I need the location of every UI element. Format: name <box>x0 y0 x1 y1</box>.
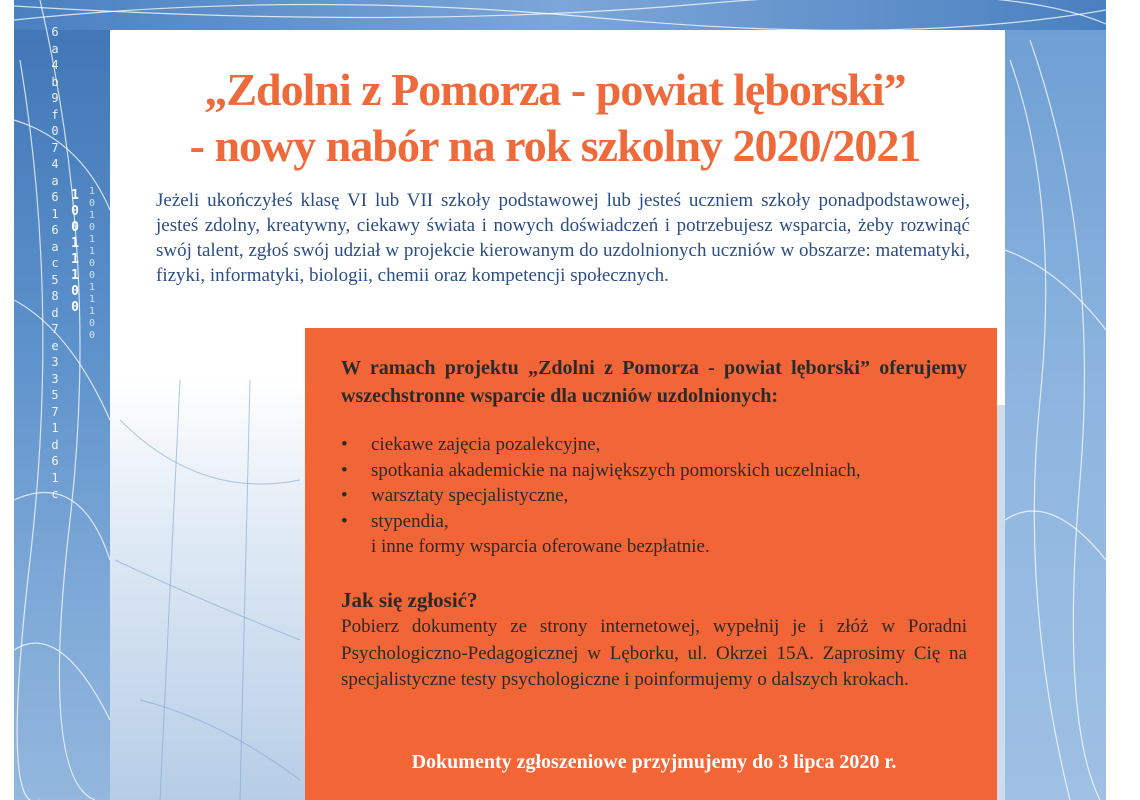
deadline-notice: Dokumenty zgłoszeniowe przyjmujemy do 3 lipca 2020 r. <box>411 751 897 773</box>
how-to-apply-heading: Jak się zgłosić? <box>341 588 478 612</box>
title-line-1: „Zdolni z Pomorza - powiat lęborski” <box>204 64 906 115</box>
background-digit-column: 6a4b9f074a616ac58d7e33571d61c <box>51 25 59 501</box>
title-line-2: - nowy nabór na rok szkolny 2020/2021 <box>189 120 921 171</box>
offer-list <box>341 432 981 534</box>
bullet-icon: • <box>341 459 348 481</box>
bullet-icon: • <box>341 434 348 455</box>
list-item: • spotkania akademickie na największych pomorskich uczelniach, <box>341 458 981 484</box>
intro-paragraph: Jeżeli ukończyłeś klasę VI lub VII szkoły podstawowej lub jesteś uczniem szkoły ponadpodstawowej, jesteś zdolny, kreatywny, ciekawy świata i nowych doświadczeń i potrzebujesz wsparcia, żeby rozwinąć swój talent, zgłoś swój udział w projekcie kierowanym do uzdolnionych uczniów w obszarze: matematyki, fizyki, informatyki, biologii, chemii oraz kompetencji społecznych. <box>156 190 970 286</box>
background-bit-column: 10011100 <box>71 188 79 315</box>
bullet-icon: • <box>341 485 348 506</box>
list-item: • stypendia, <box>341 509 981 535</box>
list-item: • warsztaty specjalistyczne, <box>341 483 981 509</box>
how-to-apply-text: Pobierz dokumenty ze strony internetowej, wypełnij je i złóż w Poradni Psychologiczno-Pedagogicznej w Lęborku, ul. Okrzei 15A. Zaprosimy Cię na specjalistyczne testy psychologiczne i poinformujemy o dalszych krokach. <box>341 616 967 690</box>
page-title <box>140 62 970 174</box>
offer-lead: W ramach projektu „Zdolni z Pomorza - powiat lęborski” oferujemy wszechstronne wsparcie dla uczniów uzdolnionych: <box>341 357 967 407</box>
offer-extra-line: i inne formy wsparcia oferowane bezpłatnie. <box>371 536 710 557</box>
list-item: • ciekawe zajęcia pozalekcyjne, <box>341 432 981 458</box>
bullet-icon: • <box>341 510 348 532</box>
background-bit-column-small: 1010110011100 <box>88 186 96 341</box>
offer-panel <box>305 328 997 800</box>
